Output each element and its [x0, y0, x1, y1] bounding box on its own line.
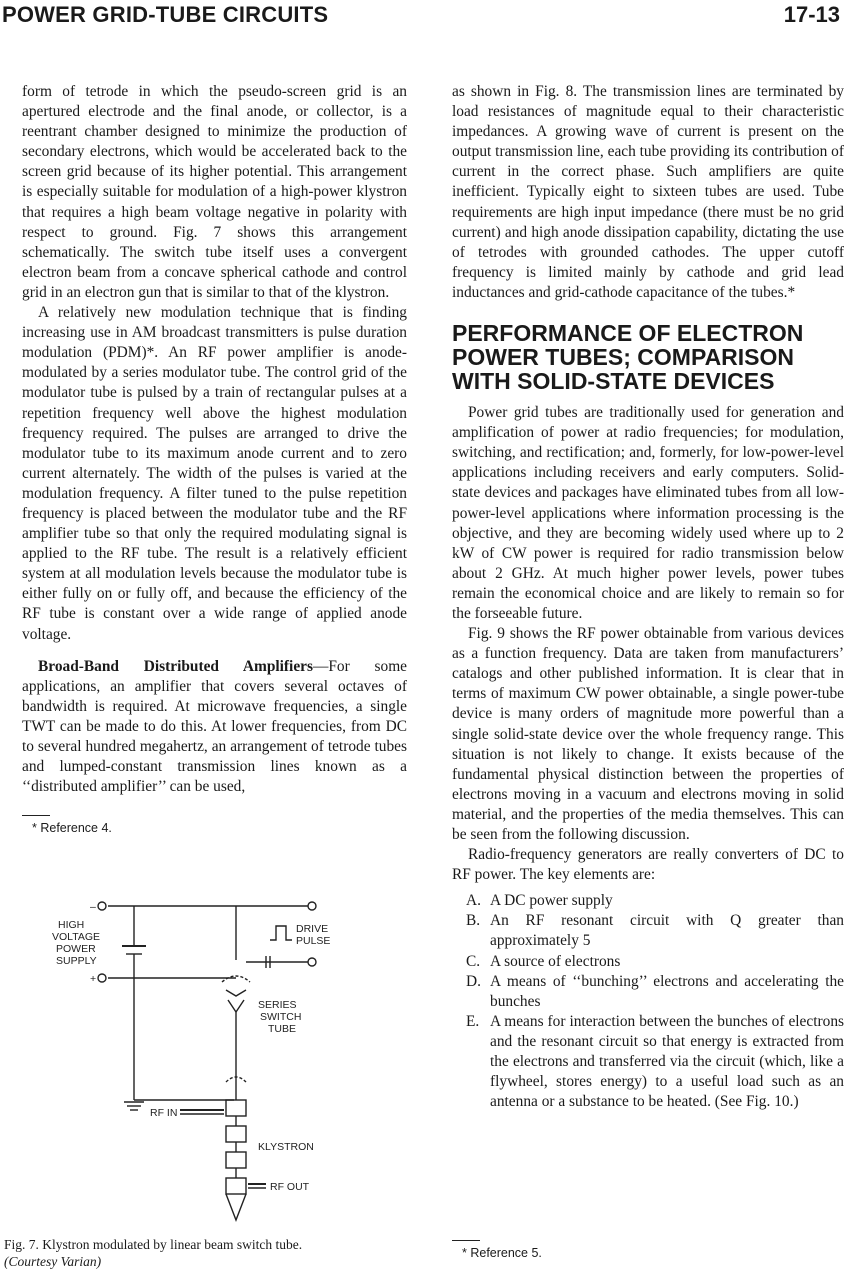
- supply-minus-terminal: –: [90, 901, 96, 913]
- footnote-rule: [22, 815, 50, 816]
- caption-text: Fig. 7. Klystron modulated by linear beam switch tube.: [4, 1237, 303, 1252]
- list-item: A. A DC power supply: [466, 892, 613, 910]
- section-heading: PERFORMANCE OF ELECTRON POWER TUBES; COMPARISON WITH SOLID-STATE DEVICES: [452, 320, 804, 395]
- drive-label-line: DRIVE: [296, 923, 329, 935]
- list-item: E. A means for interaction between the bunches of electrons and the resonant circuit so that energy is extracted from the electrons and transferred via the circuit (which, like a flywheel, stores energy) to a useful load such as an antenna or a substance to be heated. (See Fig. 10.): [466, 1012, 844, 1111]
- paragraph-body: —For some applications, an amplifier that covers several octaves of bandwidth is required. At microwave frequencies, a single TWT can be made to do this. At lower frequencies, from DC to several hundred megahertz, an arrangement of tetrode tubes and lumped-constant transmission lines known as a ‘‘distributed amplifier’’ can be used,: [22, 657, 407, 796]
- footnote: * Reference 4.: [32, 821, 112, 836]
- paragraph: Fig. 9 shows the RF power obtainable from various devices as a function frequency. Data are taken from manufacturers’ catalogs and other published information. It is clear that in terms of maximum CW power obtainable, a single power-tube device is many orders of magnitude more powerful than a single solid-state device over the whole frequency range. This situation is not likely to change. It exists because of the fundamental physical distinction between the properties of electrons moving in a vacuum and electrons moving in solid material, and the properties of the media themselves. This can be seen from the following discussion.: [452, 625, 844, 843]
- running-header: [0, 0, 846, 32]
- supply-label-line: VOLTAGE: [52, 931, 101, 943]
- paragraph: Power grid tubes are traditionally used for generation and amplification of power at radio frequencies; for modulation, switching, and rectification; and, formerly, for low-power-level applications including receivers and early computers. Solid-state devices and packages have eliminated tubes from all low-power-level applications where information processing is the objective, and they are becoming widely used where up to 2 kW of CW power is required for radio transmission below about 2 GHz. At much higher power levels, power tubes remain the economical choice and are likely to remain so for the forseeable future.: [452, 404, 844, 622]
- paragraph: as shown in Fig. 8. The transmission lines are terminated by load resistances of magnitude equal to their characteristic impedances. A growing wave of current is present on the output transmission line, each tube providing its contribution of current in the correct phase. Such amplifiers are quite inefficient. Typically eight to sixteen tubes are used. Tube requirements are high input impedance (there must be no grid current) and high anode dissipation capability, dictating the use of tetrodes with grounded cathodes. The upper cutoff frequency is limited mainly by cathode and grid lead inductances and grid-cathode capacitance of the tubes.*: [452, 83, 844, 301]
- switch-label-line: SWITCH: [260, 1011, 302, 1023]
- right-footnote-block: [452, 1240, 542, 1261]
- supply-plus-terminal: +: [90, 973, 97, 985]
- klystron-label: KLYSTRON: [258, 1141, 314, 1153]
- running-title: POWER GRID-TUBE CIRCUITS: [2, 2, 329, 27]
- right-column: [452, 82, 844, 1112]
- list-item: C. A source of electrons: [466, 952, 621, 970]
- paragraph: A relatively new modulation technique that is finding increasing use in AM broadcast transmitters is pulse duration modulation (PDM)*. An RF power amplifier is anode-modulated by a series modulator tube. The control grid of the modulator tube is pulsed by a train of rectangular pulses at a repetition frequency well above the highest modulation frequency required. The pulses are arranged to drive the modulator tube to its maximum anode current and to zero current alternately. The width of the pulses is varied at the modulation frequency. A filter tuned to the pulse repetition frequency is placed between the modulator tube and the RF amplifier tube so that only the required modulating signal is applied to the RF tube. The result is a relatively efficient system at all modulation levels because the modulator tube is either fully on or fully off, and because the efficiency of the RF tube is constant over a wide range of applied anode voltage.: [22, 304, 407, 643]
- schematic-diagram: [30, 900, 410, 1230]
- paragraph: Radio-frequency generators are really converters of DC to RF power. The key elements are:: [452, 846, 844, 884]
- supply-label-line: SUPPLY: [56, 955, 97, 967]
- page-number: 17-13: [783, 2, 840, 27]
- figure-caption: [4, 1236, 404, 1270]
- run-in-heading: Broad-Band Distributed Amplifiers: [38, 657, 313, 675]
- supply-label-line: HIGH: [58, 919, 85, 931]
- left-column: [22, 82, 407, 836]
- paragraph-distributed-amplifiers: [22, 657, 407, 798]
- list-item: D. A means of ‘‘bunching’’ electrons and accelerating the bunches: [466, 972, 844, 1010]
- caption-credit: (Courtesy Varian): [4, 1254, 102, 1269]
- footnote: * Reference 5.: [462, 1246, 542, 1260]
- key-elements-list: [452, 891, 844, 1112]
- drive-label-line: PULSE: [296, 935, 331, 947]
- switch-label-line: SERIES: [258, 999, 297, 1011]
- list-item: B. An RF resonant circuit with Q greater than approximately 5: [466, 912, 844, 950]
- rf-out-label: RF OUT: [270, 1181, 310, 1193]
- paragraph: form of tetrode in which the pseudo-screen grid is an apertured electrode and the final anode, or collector, is a reentrant chamber designed to minimize the production of secondary electrons, which would be accelerated back to the screen grid because of its higher potential. This arrangement is especially suitable for modulation of a high-power klystron that requires a high beam voltage negative in polarity with respect to ground. Fig. 7 shows this arrangement schematically. The switch tube itself uses a convergent electron beam from a concave spherical cathode and control grid in an electron gun that is similar to that of the klystron.: [22, 83, 407, 301]
- footnote-rule: [452, 1240, 480, 1241]
- rf-in-label: RF IN: [150, 1107, 178, 1119]
- figure-7-schematic: [30, 900, 410, 1230]
- switch-label-line: TUBE: [268, 1023, 297, 1035]
- supply-label-line: POWER: [56, 943, 96, 955]
